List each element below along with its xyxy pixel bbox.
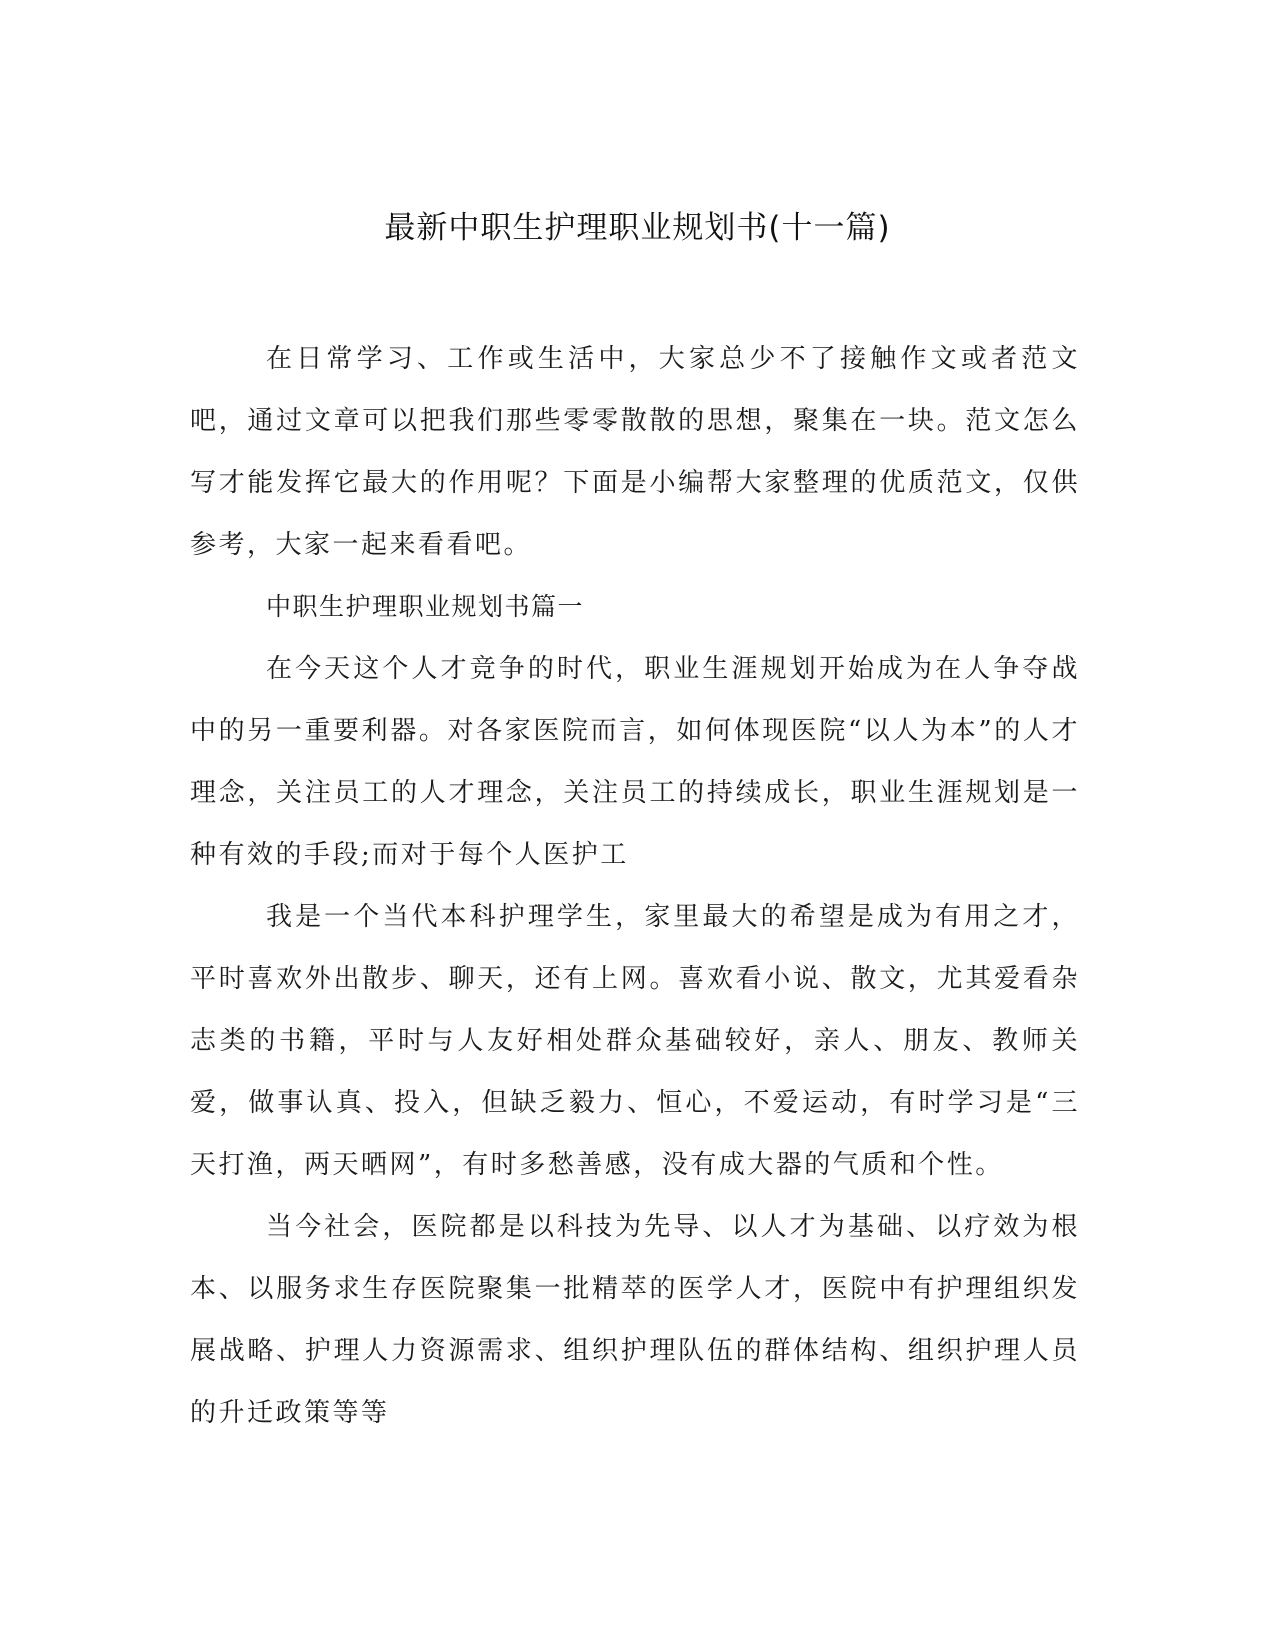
paragraph-intro: 在日常学习、工作或生活中，大家总少不了接触作文或者范文吧，通过文章可以把我们那些零零散散的思想，聚集在一块。范文怎么写才能发挥它最大的作用呢？下面是小编帮大家整理的优质范文，仅供参考，大家一起来看看吧。 — [190, 344, 1080, 560]
paragraph: 当今社会，医院都是以科技为先导、以人才为基础、以疗效为根本、以服务求生存医院聚集一批精萃的医学人才，医院中有护理组织发展战略、护理人力资源需求、组织护理队伍的群体结构、组织护理人员的升迁政策等等 — [190, 1212, 1080, 1428]
paragraph: 在今天这个人才竞争的时代，职业生涯规划开始成为在人争夺战中的另一重要利器。对各家医院而言，如何体现医院“以人为本”的人才理念，关注员工的人才理念，关注员工的持续成长，职业生涯规划是一种有效的手段;而对于每个人医护工 — [190, 654, 1080, 870]
document-body — [190, 328, 1080, 1444]
document-title: 最新中职生护理职业规划书(十一篇) — [384, 210, 891, 246]
section-heading: 中职生护理职业规划书篇一 — [266, 592, 585, 621]
paragraph: 我是一个当代本科护理学生，家里最大的希望是成为有用之才，平时喜欢外出散步、聊天，还有上网。喜欢看小说、散文，尤其爱看杂志类的书籍，平时与人友好相处群众基础较好，亲人、朋友、教师关爱，做事认真、投入，但缺乏毅力、恒心，不爱运动，有时学习是“三天打渔，两天晒网”，有时多愁善感，没有成大器的气质和个性。 — [190, 902, 1080, 1180]
